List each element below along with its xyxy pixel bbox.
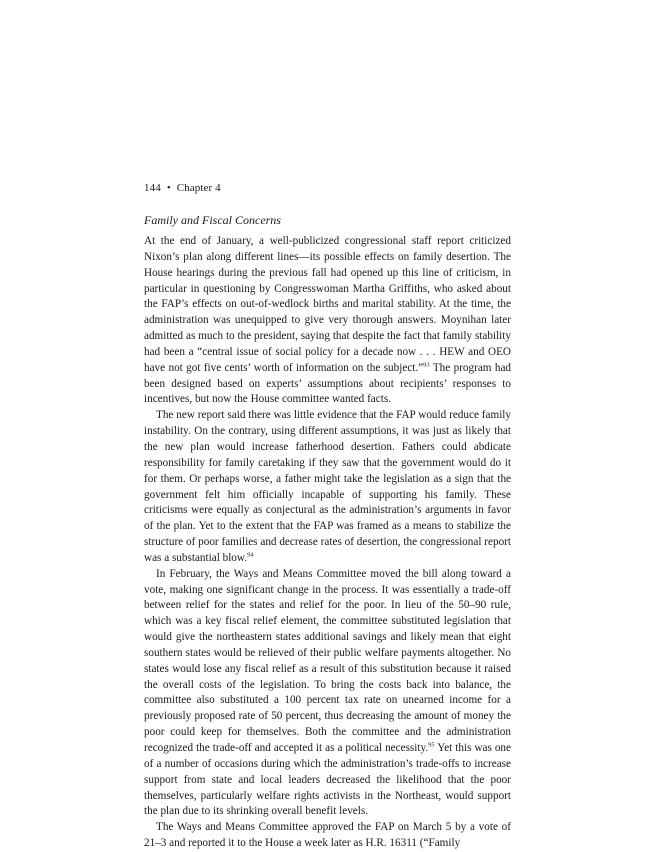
paragraph-text: The new report said there was little evidence that the FAP would reduce family instability. On the contrary, using different assumptions, it was just as likely that the new plan would increase fatherhood desertion. Fathers could abdicate responsibility for family caretaking if they saw that the government would do it for them. Or perhaps worse, a father might take the legislation as a sign that the government felt him officially incapable of supporting his family. These criticisms were equally as conjectural as the administration’s arguments in favor of the plan. Yet to the extent that the FAP was framed as a means to stabilize the structure of poor families and decrease rates of desertion, the congressional report was a substantial blow. — [144, 409, 511, 564]
body-text — [144, 234, 511, 852]
footnote-ref: 95 — [428, 741, 435, 749]
running-head — [144, 182, 221, 194]
running-head-separator: • — [166, 182, 171, 194]
paragraph-text: At the end of January, a well-publicized congressional staff report criticized Nixon’s plan along different lines—its possible effects on family desertion. The House hearings during the previous fall had opened up this line of criticism, in particular in questioning by Congresswoman Martha Griffiths, who asked about the FAP’s effects on out-of-wedlock births and marital stability. At the time, the administration was unequipped to give very thorough answers. Moynihan later admitted as much to the president, saying that despite the fact that family stability had been a “central issue of social policy for a decade now . . . HEW and OEO have not got five cents’ worth of information on the subject.” — [144, 235, 511, 374]
section-heading: Family and Fiscal Concerns — [144, 213, 281, 227]
footnote-ref: 93 — [423, 361, 430, 369]
page-number: 144 — [144, 182, 161, 194]
paragraph — [144, 408, 511, 566]
paragraph-text: The program had been designed based on experts’ assumptions about recipients’ responses to incentives, but now the House committee wanted facts. — [144, 361, 512, 406]
paragraph-text: Yet this was one of a number of occasions during which the administration’s trade-offs to increase support from state and local leaders decreased the likelihood that the poor themselves, particularly welfare rights activists in the Northeast, would support the plan due to its shrinking overall benefit levels. — [144, 742, 511, 818]
paragraph — [144, 820, 511, 852]
paragraph — [144, 567, 511, 821]
chapter-label: Chapter 4 — [176, 182, 221, 194]
footnote-ref: 94 — [247, 551, 254, 559]
paragraph-text: In February, the Ways and Means Committee moved the bill along toward a vote, making one significant change in the process. It was essentially a trade-off between relief for the states and relief for the poor. In lieu of the 50–90 rule, which was a key fiscal relief element, the committee substituted legislation that would give the northeastern states additional savings and likely mean that eight southern states would be relieved of their public welfare payments altogether. No states would lose any fiscal relief as a result of this substitution because it raised the overall costs of the legislation. To bring the costs back into balance, the committee also substituted a 100 percent tax rate on unearned income for a previously proposed rate of 50 percent, thus decreasing the amount of money the poor could keep for themselves. Both the committee and the administration recognized the trade-off and accepted it as a political necessity. — [144, 567, 511, 754]
paragraph-text: The Ways and Means Committee approved the FAP on March 5 by a vote of 21–3 and reported it to the House a week later as H.R. 16311 (“Family — [144, 821, 511, 850]
paragraph — [144, 234, 511, 408]
